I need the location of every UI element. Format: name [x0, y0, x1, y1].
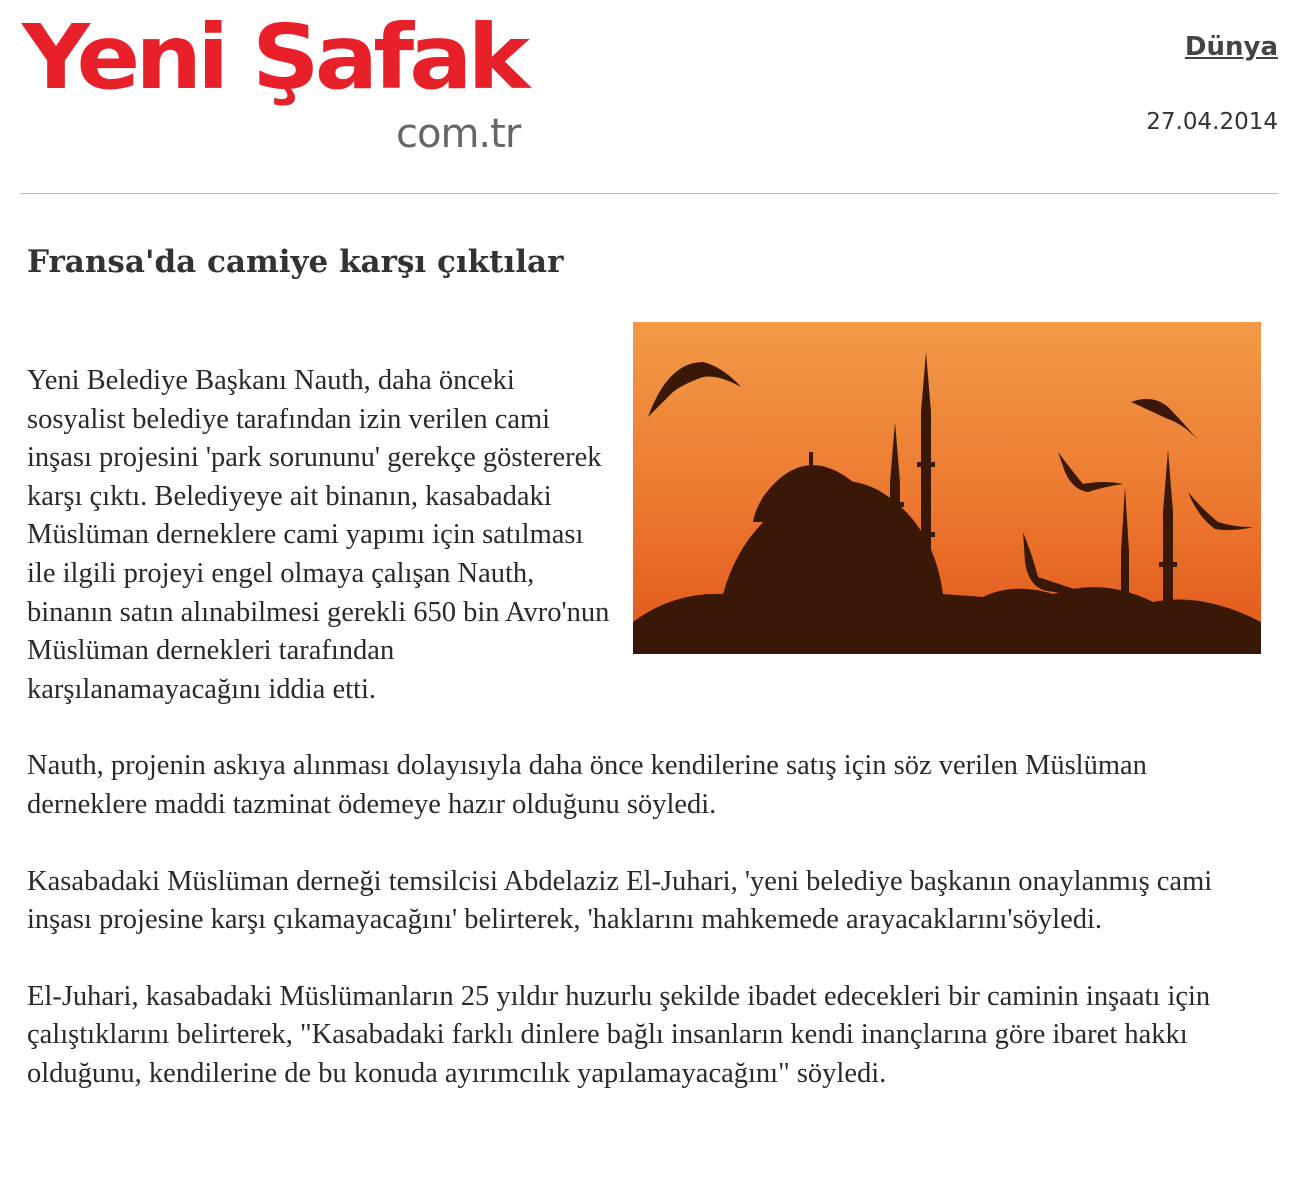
article-paragraph: Yeni Belediye Başkanı Nauth, daha önceki sosyalist belediye tarafından izin verilen cami inşası projesini 'park sorununu' gerekçe göstererek karşı çıktı. Belediyeye ait binanın, kasabadaki Müslüman derneklere cami yapımı için satılması ile ilgili projeyi engel olmaya çalışan Nauth, binanın satın alınabilmesi gerekli 650 bin Avro'nun Müslüman dernekleri tarafından karşılanamayacağını iddia etti.	[27, 365, 610, 705]
mosque-silhouette-icon	[633, 322, 1261, 654]
logo-wordmark: Yeni Şafak	[22, 6, 526, 110]
article-paragraph: El-Juhari, kasabadaki Müslümanların 25 yıldır huzurlu şekilde ibadet edecekleri bir caminin inşaatı için çalıştıklarını belirterek, "Kasabadaki farklı dinlere bağlı insanların kendi inançlarına göre ibaret hakkı olduğunu, kendilerine de bu konuda ayırımcılık yapılamayacağını" söyledi.	[27, 980, 1211, 1089]
site-logo[interactable]	[22, 6, 562, 157]
article-photo	[633, 322, 1261, 654]
article-body	[27, 362, 1257, 1132]
header-divider	[20, 193, 1278, 194]
article-paragraph: Nauth, projenin askıya alınması dolayısıyla daha önce kendilerine satış için söz verilen Müslüman derneklere maddi tazminat ödemeye hazır olduğunu söyledi.	[27, 750, 1147, 820]
publish-date: 27.04.2014	[1146, 109, 1278, 135]
article-paragraph: Kasabadaki Müslüman derneği temsilcisi Abdelaziz El-Juhari, 'yeni belediye başkanın onaylanmış cami inşası projesine karşı çıkamayacağını' belirterek, 'haklarını mahkemede arayacaklarını'söyledi.	[27, 865, 1213, 936]
article-headline: Fransa'da camiye karşı çıktılar	[27, 244, 564, 280]
section-link[interactable]: Dünya	[1184, 32, 1278, 62]
logo-domain: com.tr	[396, 111, 521, 157]
